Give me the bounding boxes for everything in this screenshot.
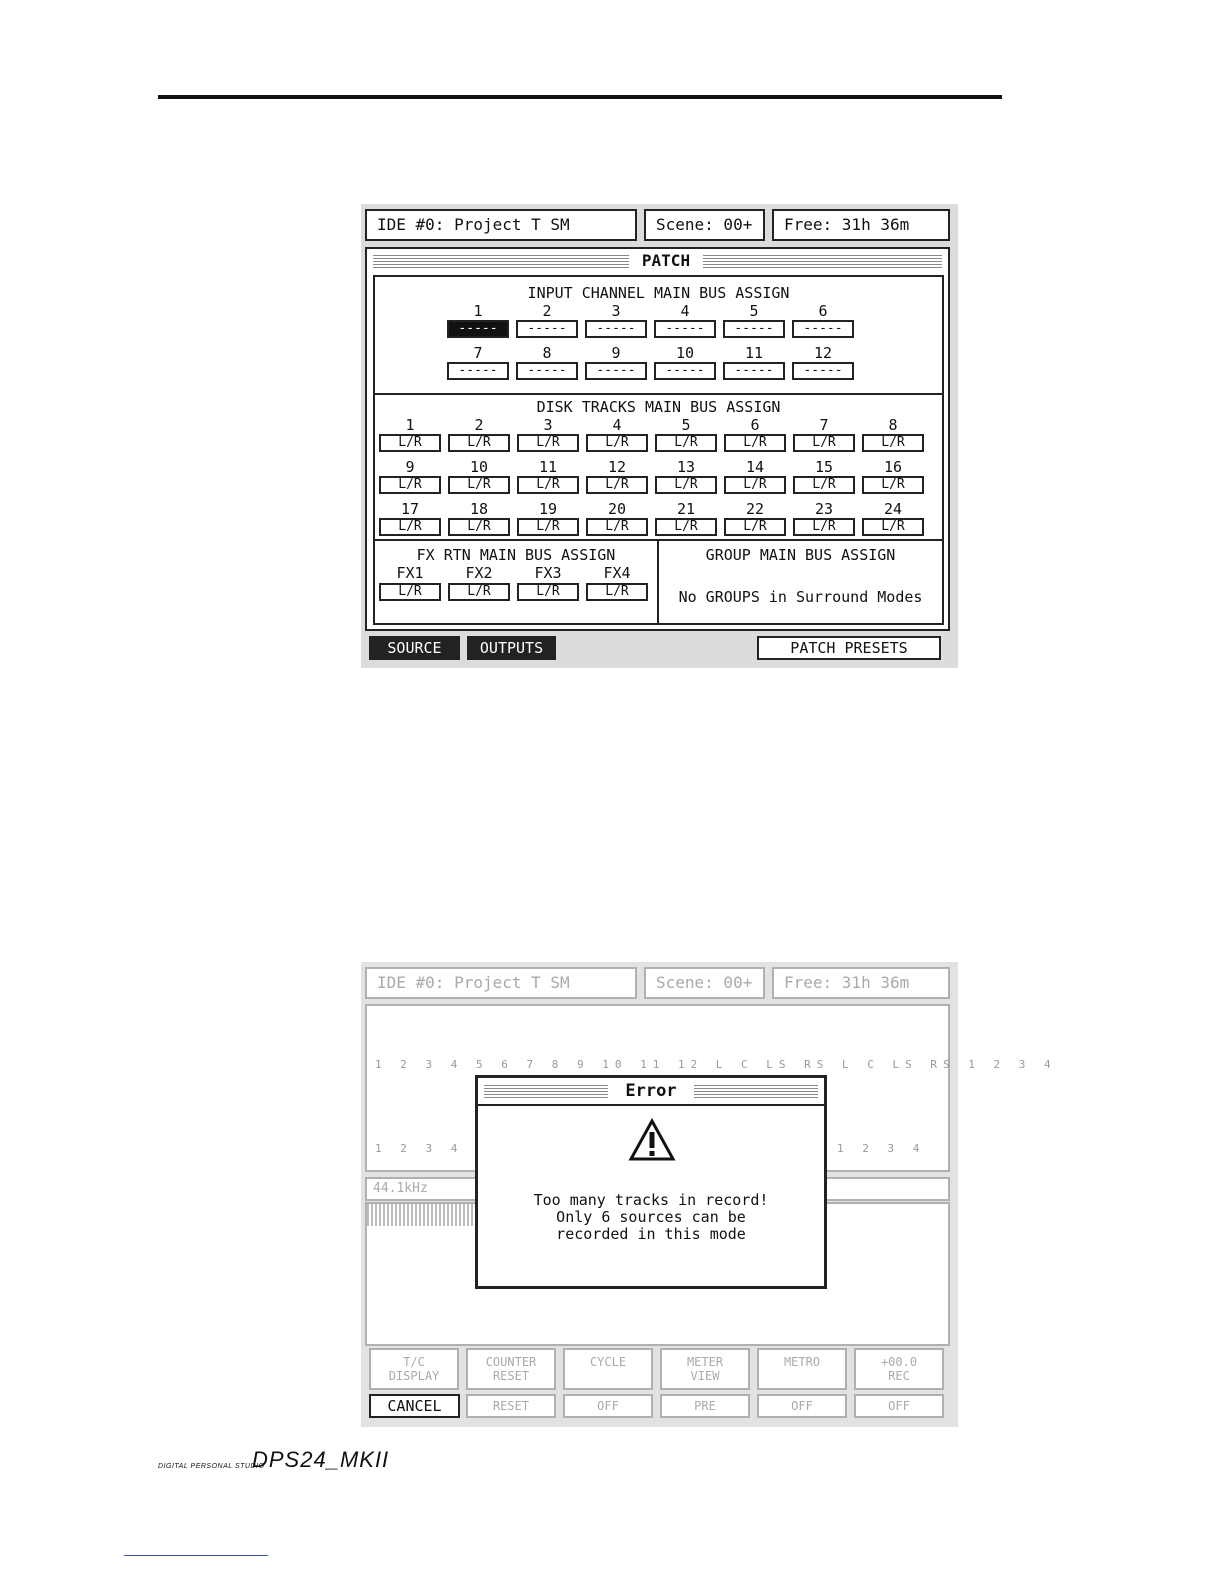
input-channel-number: 10: [675, 344, 695, 362]
softkey[interactable]: [757, 1348, 847, 1390]
divider: [375, 393, 942, 395]
input-channel-number: 7: [473, 344, 483, 362]
disk-track-assign[interactable]: L/R: [448, 518, 510, 536]
softkey-label: METER: [686, 1355, 724, 1369]
disk-track-assign[interactable]: L/R: [724, 434, 786, 452]
input-heading: INPUT CHANNEL MAIN BUS ASSIGN: [527, 284, 790, 302]
project-field: IDE #0: Project T SM: [365, 967, 637, 999]
disk-track-assign[interactable]: L/R: [517, 518, 579, 536]
disk-track-number: 17: [400, 500, 420, 518]
cancel-button[interactable]: CANCEL: [369, 1394, 460, 1418]
disk-track-assign[interactable]: L/R: [655, 476, 717, 494]
disk-track-assign[interactable]: L/R: [862, 476, 924, 494]
input-channel-assign[interactable]: -----: [723, 362, 785, 380]
error-dialog: [475, 1075, 827, 1289]
sample-rate-bar: 44.1kHz: [365, 1177, 950, 1201]
disk-track-assign[interactable]: L/R: [448, 476, 510, 494]
softkey[interactable]: [466, 1348, 556, 1390]
softkey[interactable]: [563, 1348, 653, 1390]
disk-track-number: 24: [883, 500, 903, 518]
disk-track-number: 14: [745, 458, 765, 476]
input-channel-assign[interactable]: -----: [792, 320, 854, 338]
footer-rule: [124, 1555, 268, 1556]
softkey-value[interactable]: OFF: [563, 1394, 653, 1418]
error-message-line3: recorded in this mode: [556, 1225, 746, 1243]
softkey-label: RESET: [492, 1369, 530, 1383]
input-channel-assign[interactable]: -----: [516, 362, 578, 380]
disk-track-assign[interactable]: L/R: [379, 518, 441, 536]
error-message-line2: Only 6 sources can be: [556, 1208, 746, 1226]
outputs-button[interactable]: OUTPUTS: [467, 636, 556, 660]
softkey[interactable]: [369, 1348, 459, 1390]
softkey-label: +00.0: [880, 1355, 918, 1369]
disk-track-assign[interactable]: L/R: [793, 518, 855, 536]
input-channel-number: 9: [611, 344, 621, 362]
disk-track-number: 12: [607, 458, 627, 476]
disk-track-assign[interactable]: L/R: [448, 434, 510, 452]
disk-track-number: 16: [883, 458, 903, 476]
input-channel-number: 6: [818, 302, 828, 320]
input-channel-assign[interactable]: -----: [654, 362, 716, 380]
disk-track-assign[interactable]: L/R: [517, 476, 579, 494]
disk-track-assign[interactable]: L/R: [655, 518, 717, 536]
input-channel-number: 2: [542, 302, 552, 320]
disk-track-number: 19: [538, 500, 558, 518]
brand-tagline: DIGITAL PERSONAL STUDIO: [158, 1463, 265, 1470]
fx-return-assign[interactable]: L/R: [379, 583, 441, 601]
disk-track-number: 7: [819, 416, 829, 434]
disk-track-assign[interactable]: L/R: [793, 434, 855, 452]
meters-area: 1 2 3 4 5 6 7 8 9 10 11 12 L C LS RS L C LS RS 1 2 3 4 1 2 3 4 1 2 3 4: [365, 1004, 950, 1172]
fx-return-label: FX2: [465, 564, 493, 582]
disk-track-number: 5: [681, 416, 691, 434]
disk-track-assign[interactable]: L/R: [586, 476, 648, 494]
fx-return-label: FX4: [603, 564, 631, 582]
softkey-label: COUNTER: [485, 1355, 537, 1369]
fx-return-assign[interactable]: L/R: [448, 583, 510, 601]
softkey-value[interactable]: OFF: [757, 1394, 847, 1418]
disk-track-number: 15: [814, 458, 834, 476]
input-channel-number: 11: [744, 344, 764, 362]
softkey-value[interactable]: OFF: [854, 1394, 944, 1418]
patch-screen: [361, 204, 958, 668]
input-channel-assign[interactable]: -----: [447, 320, 509, 338]
disk-track-number: 18: [469, 500, 489, 518]
source-button[interactable]: SOURCE: [369, 636, 460, 660]
fx-heading: FX RTN MAIN BUS ASSIGN: [416, 546, 616, 564]
disk-track-number: 9: [405, 458, 415, 476]
disk-track-assign[interactable]: L/R: [655, 434, 717, 452]
project-field: IDE #0: Project T SM: [365, 209, 637, 241]
disk-track-assign[interactable]: L/R: [793, 476, 855, 494]
disk-track-number: 4: [612, 416, 622, 434]
group-note: No GROUPS in Surround Modes: [678, 588, 923, 606]
group-heading: GROUP MAIN BUS ASSIGN: [705, 546, 896, 564]
page-title: PATCH: [629, 251, 703, 271]
fx-return-assign[interactable]: L/R: [586, 583, 648, 601]
free-space-field: Free: 31h 36m: [772, 967, 950, 999]
disk-track-assign[interactable]: L/R: [862, 518, 924, 536]
brand-logo: DPS24_MKII: [252, 1447, 390, 1472]
error-screen: [361, 962, 1057, 1427]
patch-presets-button[interactable]: PATCH PRESETS: [757, 636, 941, 660]
disk-track-assign[interactable]: L/R: [724, 518, 786, 536]
disk-track-number: 21: [676, 500, 696, 518]
softkey[interactable]: [660, 1348, 750, 1390]
softkey-label: DISPLAY: [388, 1369, 440, 1383]
disk-heading: DISK TRACKS MAIN BUS ASSIGN: [536, 398, 781, 416]
disk-track-number: 2: [474, 416, 484, 434]
input-channel-number: 1: [473, 302, 483, 320]
disk-track-number: 8: [888, 416, 898, 434]
softkey-label: VIEW: [690, 1369, 720, 1383]
softkey-label: CYCLE: [589, 1355, 627, 1369]
top-rule: [158, 95, 1002, 99]
input-channel-assign[interactable]: -----: [792, 362, 854, 380]
disk-track-number: 3: [543, 416, 553, 434]
softkey-value[interactable]: RESET: [466, 1394, 556, 1418]
input-channel-number: 3: [611, 302, 621, 320]
disk-track-number: 1: [405, 416, 415, 434]
free-space-field: Free: 31h 36m: [772, 209, 950, 241]
error-message-line1: Too many tracks in record!: [533, 1191, 769, 1209]
disk-track-number: 10: [469, 458, 489, 476]
disk-track-number: 23: [814, 500, 834, 518]
input-channel-number: 12: [813, 344, 833, 362]
patch-panel: [365, 247, 950, 631]
assign-area: [373, 275, 944, 625]
input-channel-assign[interactable]: -----: [447, 362, 509, 380]
disk-track-number: 22: [745, 500, 765, 518]
disk-track-assign[interactable]: L/R: [586, 434, 648, 452]
dialog-title: Error: [608, 1080, 694, 1102]
disk-track-assign[interactable]: L/R: [379, 434, 441, 452]
input-channel-number: 4: [680, 302, 690, 320]
disk-track-number: 13: [676, 458, 696, 476]
disk-track-number: 6: [750, 416, 760, 434]
warning-icon: [628, 1118, 676, 1162]
input-channel-number: 8: [542, 344, 552, 362]
input-channel-assign[interactable]: -----: [585, 320, 647, 338]
softkey-value[interactable]: PRE: [660, 1394, 750, 1418]
input-channel-assign[interactable]: -----: [654, 320, 716, 338]
disk-track-assign[interactable]: L/R: [862, 434, 924, 452]
disk-track-number: 11: [538, 458, 558, 476]
disk-track-assign[interactable]: L/R: [724, 476, 786, 494]
softkey-label: REC: [888, 1369, 910, 1383]
input-channel-assign[interactable]: -----: [585, 362, 647, 380]
scene-field: Scene: 00+: [644, 209, 765, 241]
softkey[interactable]: [854, 1348, 944, 1390]
input-channel-number: 5: [749, 302, 759, 320]
input-channel-assign[interactable]: -----: [516, 320, 578, 338]
disk-track-assign[interactable]: L/R: [379, 476, 441, 494]
softkey-label: METRO: [783, 1355, 821, 1369]
softkey-label: T/C: [403, 1355, 425, 1369]
disk-track-assign[interactable]: L/R: [517, 434, 579, 452]
disk-track-number: 20: [607, 500, 627, 518]
fx-return-label: FX3: [534, 564, 562, 582]
disk-track-assign[interactable]: L/R: [586, 518, 648, 536]
fx-return-assign[interactable]: L/R: [517, 583, 579, 601]
input-channel-assign[interactable]: -----: [723, 320, 785, 338]
fx-return-label: FX1: [396, 564, 424, 582]
scene-field: Scene: 00+: [644, 967, 765, 999]
